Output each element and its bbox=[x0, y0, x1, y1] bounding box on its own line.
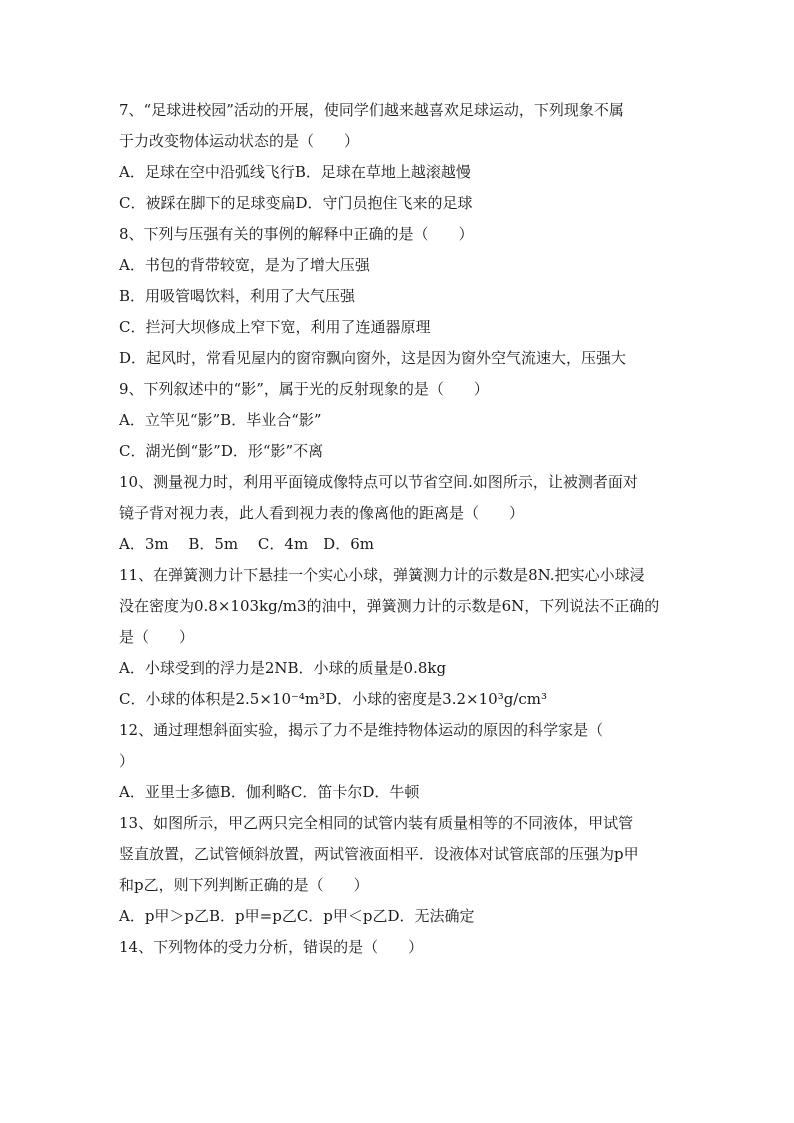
question-7-stem-line-2: 于力改变物体运动状态的是（ ） bbox=[119, 132, 360, 150]
question-9-options-cd: C．湖光倒“影”D．形“影”不离 bbox=[119, 442, 324, 460]
question-8-option-a: A．书包的背带较宽，是为了增大压强 bbox=[119, 256, 370, 274]
question-13-stem-line-2: 竖直放置，乙试管倾斜放置，两试管液面相平．设液体对试管底部的压强为p甲 bbox=[119, 845, 639, 863]
question-7-options-cd: C．被踩在脚下的足球变扁D．守门员抱住飞来的足球 bbox=[119, 194, 473, 212]
question-text-block bbox=[119, 95, 694, 963]
question-7-options-ab: A．足球在空中沿弧线飞行B．足球在草地上越滚越慢 bbox=[119, 163, 471, 181]
question-11-stem-line-3: 是（ ） bbox=[119, 628, 195, 646]
question-13-stem-line-3: 和p乙，则下列判断正确的是（ ） bbox=[119, 876, 369, 894]
question-11-options-ab: A．小球受到的浮力是2NB．小球的质量是0.8kg bbox=[119, 659, 447, 677]
question-8-option-d: D．起风时，常看见屋内的窗帘飘向窗外，这是因为窗外空气流速大，压强大 bbox=[119, 349, 627, 367]
question-10-options: A．3m B．5m C．4m D．6m bbox=[119, 535, 374, 553]
question-11-stem-line-2: 没在密度为0.8×103kg/m3的油中，弹簧测力计的示数是6N，下列说法不正确的 bbox=[119, 597, 660, 615]
question-8-option-b: B．用吸管喝饮料，利用了大气压强 bbox=[119, 287, 356, 305]
question-14-stem: 14、下列物体的受力分析，错误的是（ ） bbox=[119, 938, 424, 956]
question-7-stem-line-1: 7、“足球进校园”活动的开展，使同学们越来越喜欢足球运动，下列现象不属 bbox=[119, 101, 624, 119]
question-13-options: A．p甲＞p乙B．p甲=p乙C．p甲＜p乙D．无法确定 bbox=[119, 907, 475, 925]
question-8-stem: 8、下列与压强有关的事例的解释中正确的是（ ） bbox=[119, 225, 474, 243]
question-8-option-c: C．拦河大坝修成上窄下宽，利用了连通器原理 bbox=[119, 318, 431, 336]
question-12-stem-line-1: 12、通过理想斜面实验，揭示了力不是维持物体运动的原因的科学家是（ bbox=[119, 721, 604, 739]
question-10-stem-line-1: 10、测量视力时，利用平面镜成像特点可以节省空间.如图所示，让被测者面对 bbox=[119, 473, 638, 491]
question-9-stem: 9、下列叙述中的“影”，属于光的反射现象的是（ ） bbox=[119, 380, 489, 398]
question-12-options: A．亚里士多德B．伽利略C．笛卡尔D．牛顿 bbox=[119, 783, 420, 801]
question-10-stem-line-2: 镜子背对视力表，此人看到视力表的像离他的距离是（ ） bbox=[119, 504, 525, 522]
question-9-options-ab: A．立竿见“影”B．毕业合“影” bbox=[119, 411, 322, 429]
question-12-stem-line-2: ） bbox=[119, 752, 135, 770]
question-11-stem-line-1: 11、在弹簧测力计下悬挂一个实心小球，弹簧测力计的示数是8N.把实心小球浸 bbox=[119, 566, 645, 584]
question-11-options-cd: C．小球的体积是2.5×10⁻⁴m³D．小球的密度是3.2×10³g/cm³ bbox=[119, 690, 547, 708]
question-13-stem-line-1: 13、如图所示，甲乙两只完全相同的试管内装有质量相等的不同液体，甲试管 bbox=[119, 814, 634, 832]
